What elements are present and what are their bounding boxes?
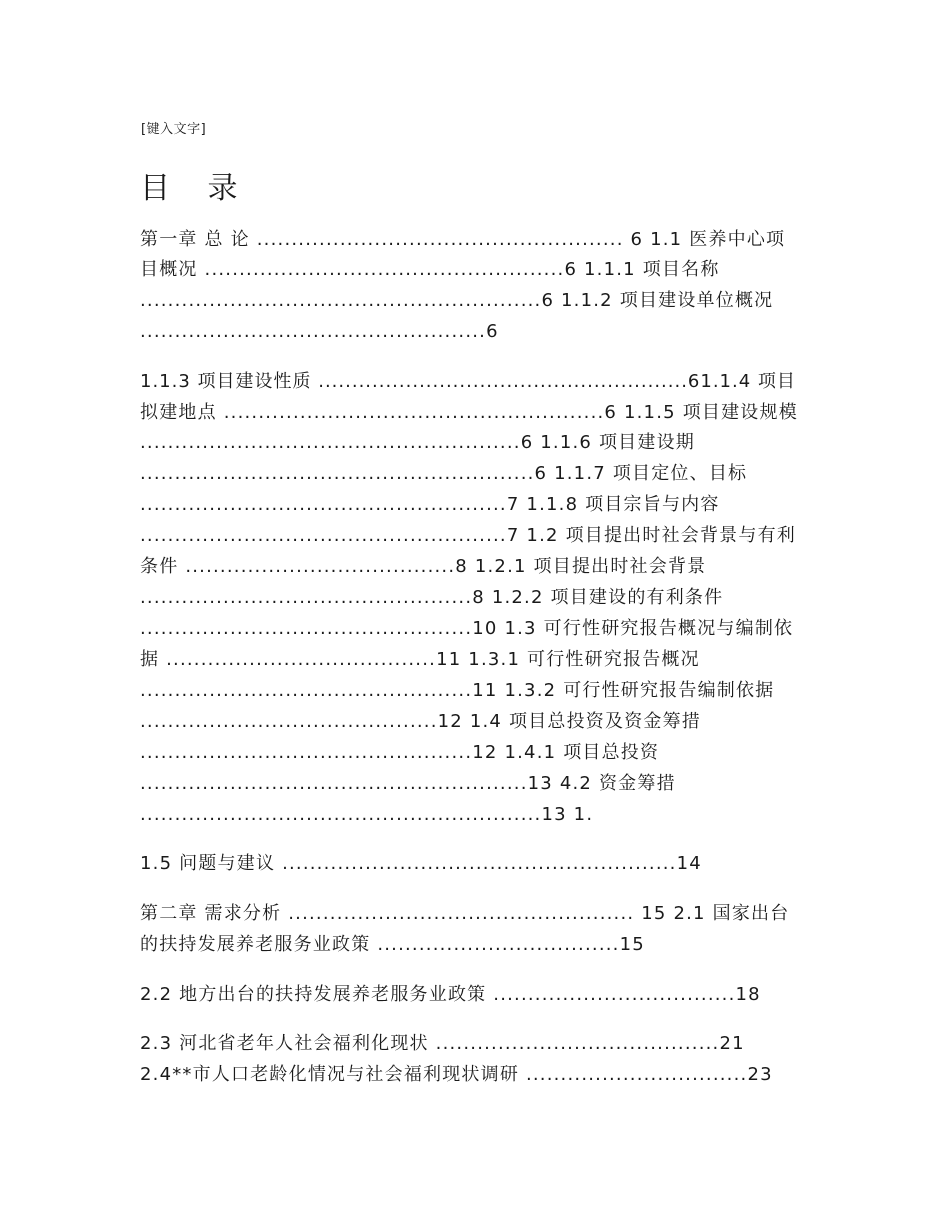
- toc-line: ................................................10 1.3 可行性研究报告概况与编制依: [140, 618, 794, 639]
- toc-line: 条件 .......................................8 1.2.1 项目提出时社会背景: [140, 556, 707, 577]
- toc-line: ..........................................................6 1.1.2 项目建设单位概况: [140, 290, 774, 311]
- toc-line: ..................................................6: [140, 321, 499, 342]
- toc-line: 拟建地点 .......................................................6 1.1.5 项目建设规模: [140, 402, 798, 423]
- header-note: [键入文字]: [141, 122, 207, 137]
- toc-line: 目概况 ....................................................6 1.1.1 项目名称: [140, 259, 720, 280]
- toc-line: .....................................................7 1.2 项目提出时社会背景与有利: [140, 525, 796, 546]
- toc-line: ................................................11 1.3.2 可行性研究报告编制依据: [140, 680, 775, 701]
- toc-line: 据 .......................................11 1.3.1 可行性研究报告概况: [140, 649, 700, 670]
- toc-line: 1.1.3 项目建设性质 .......................................................61.1.4 项目: [140, 371, 796, 392]
- toc-line: ........................................................13 4.2 资金筹措: [140, 773, 676, 794]
- toc-line: ..........................................................13 1.: [140, 804, 594, 825]
- toc-title: 目 录: [140, 171, 252, 206]
- toc-line: 的扶持发展养老服务业政策 ...................................15: [140, 934, 645, 955]
- toc-line: .........................................................6 1.1.7 项目定位、目标: [140, 463, 748, 484]
- toc-line: .....................................................7 1.1.8 项目宗旨与内容: [140, 494, 720, 515]
- toc-line: ...........................................12 1.4 项目总投资及资金筹措: [140, 711, 702, 732]
- toc-line: 2.3 河北省老年人社会福利化现状 .........................................21: [140, 1033, 745, 1054]
- toc-line: 第二章 需求分析 .................................................. 15 2.1 国家出台: [140, 903, 790, 924]
- toc-line: 2.4**市人口老龄化情况与社会福利现状调研 ................................23: [140, 1064, 773, 1085]
- toc-line: ................................................8 1.2.2 项目建设的有利条件: [140, 587, 724, 608]
- toc-line: 2.2 地方出台的扶持发展养老服务业政策 ...................................18: [140, 984, 761, 1005]
- toc-line: .......................................................6 1.1.6 项目建设期: [140, 432, 695, 453]
- toc-line: 1.5 问题与建议 .........................................................14: [140, 853, 702, 874]
- toc-line: ................................................12 1.4.1 项目总投资: [140, 742, 660, 763]
- toc-line: 第一章 总 论 ..................................................... 6 1.1 医养中心项: [140, 229, 786, 250]
